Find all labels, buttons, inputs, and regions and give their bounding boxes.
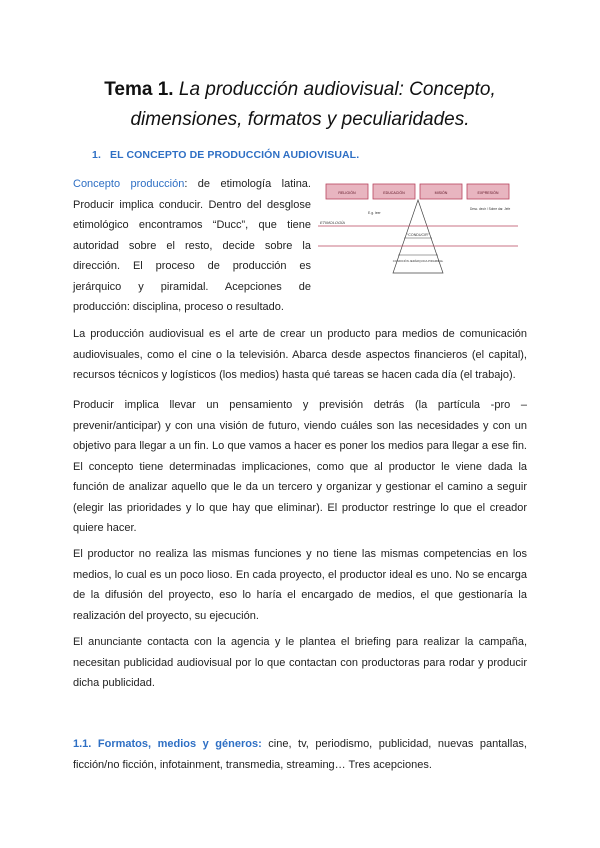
section-title: EL CONCEPTO DE PRODUCCIÓN AUDIOVISUAL. [110,149,360,161]
diagram-box-label-2: EDUCACIÓN [383,191,405,195]
subsection-heading: 1.1. Formatos, medios y géneros: [73,738,262,750]
body-paragraph: El anunciante contacta con la agencia y le plantea el briefing para realizar la campaña, necesitan publicidad audiovisual por lo que contactan con productoras para rodar y producir dicha publicidad. [73,636,527,689]
page-title [40,74,560,106]
diagram-box-label-3: MISIÓN [434,191,448,195]
body-paragraph: La producción audiovisual es el arte de crear un producto para medios de comunicación audiovisuales, como el cine o la televisión. Abarca desde aspectos financieros (el capital), recursos técnicos y logísticos (los medios) hasta qué tareas se hacen cada día (el trabajo). [73,328,527,381]
subsection-paragraph [73,734,527,775]
title-line2: dimensiones, formatos y peculiaridades. [130,109,470,130]
diagram-left-note: E.g. leer [368,211,381,215]
subsection-text: cine, tv, periodismo, publicidad, nuevas pantallas, ficción/no ficción, infotainment, transmedia, streaming… Tres acepciones. [73,738,527,771]
body-paragraph: Producir implica llevar un pensamiento y previsión detrás (la partícula -pro – prevenir/anticipar) y con una visión de futuro, viendo cuáles son las necesidades y con un objetivo para llegar a un fin. Lo que vamos a hacer es poner los medios para llegar a ese fin. El concepto tiene determinadas implicaciones, como que al productor le viene dada la función de analizar aquello que le da un tercero y organizar y gestionar el camino a seguir (elegir las prioridades y lo que hay que eliminar). El productor restringe lo que el creador quiere hacer. [73,399,527,534]
intro-label: Concepto producción [73,178,185,190]
title-number: Tema 1. [104,79,174,100]
diagram-box-label-1: RELIGIÓN [338,191,356,195]
intro-paragraph [73,174,311,318]
section-number: 1. [92,149,101,161]
diagram-right-note: Desc. decir / Sobre dar. Jefe [470,207,511,211]
pyramid-middle-label: “CONDUCIR” [407,233,429,237]
page-title-line2 [40,104,560,136]
pyramid-base-label: CONDICIÓN JERÁRQUICA PIRAMIDAL [392,259,444,263]
etymology-diagram [318,178,518,278]
body-paragraph: El productor no realiza las mismas funciones y no tiene las mismas competencias en los medios, lo cual es un poco lioso. En cada proyecto, el productor ideal es uno. No se encarga de la difusión del proyecto, eso lo haría el encargado de medios, el que gestionaría la realización del proyecto, su ejecución. [73,548,527,622]
diagram-box-label-4: EXPRESIÓN [477,191,499,195]
title-line1: La producción audiovisual: Concepto, [178,79,496,100]
diagram-side-label: ETIMOLOGÍA [320,220,345,225]
intro-text: : de etimología latina. Producir implica conducir. Dentro del desglose etimológico encontramos “Ducc”, que tiene autoridad sobre el resto, decide sobre la dirección. El proceso de producción es jerárquico y piramidal. Acepciones de producción: disciplina, proceso o resultado. [73,178,311,313]
section-heading [92,149,359,161]
